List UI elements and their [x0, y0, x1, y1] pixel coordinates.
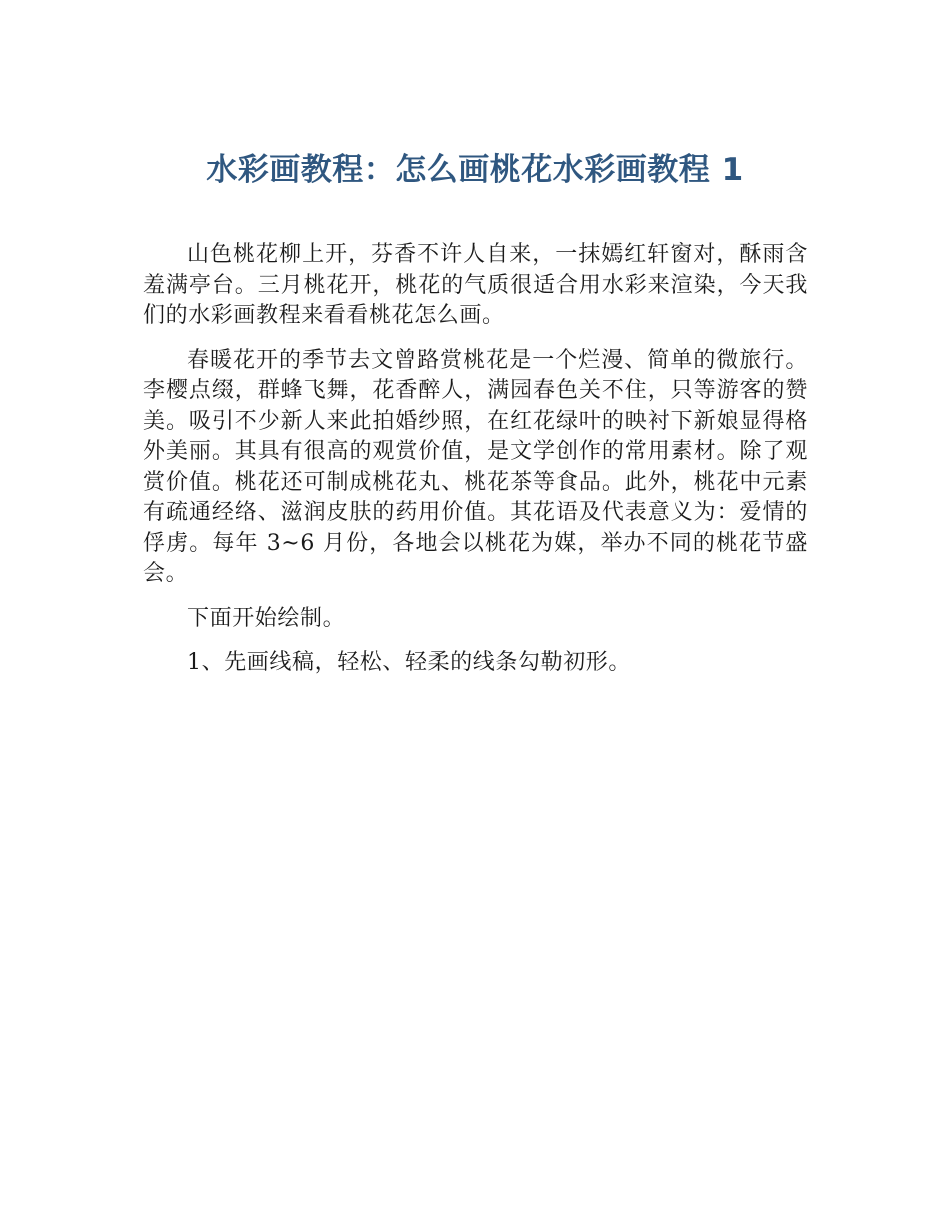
document-title: 水彩画教程：怎么画桃花水彩画教程 1: [206, 152, 744, 188]
paragraph-description: 春暖花开的季节去文曾路赏桃花是一个烂漫、简单的微旅行。李樱点缀，群蜂飞舞，花香醉人，满园春色关不住，只等游客的赞美。吸引不少新人来此拍婚纱照，在红花绿叶的映衬下新娘显得格外美丽。其具有很高的观赏价值，是文学创作的常用素材。除了观赏价值。桃花还可制成桃花丸、桃花茶等食品。此外，桃花中元素有疏通经络、滋润皮肤的药用价值。其花语及代表意义为：爱情的俘虏。每年 3~6 月份，各地会以桃花为媒，举办不同的桃花节盛会。: [143, 347, 808, 586]
paragraph-start-drawing: 下面开始绘制。: [187, 605, 346, 631]
document-body: [143, 240, 808, 693]
paragraph-step-1: 1、先画线稿，轻松、轻柔的线条勾勒初形。: [187, 650, 631, 675]
paragraph-intro: 山色桃花柳上开，芬香不许人自来，一抹嫣红轩窗对，酥雨含羞满亭台。三月桃花开，桃花的气质很适合用水彩来渲染，今天我们的水彩画教程来看看桃花怎么画。: [143, 242, 808, 328]
